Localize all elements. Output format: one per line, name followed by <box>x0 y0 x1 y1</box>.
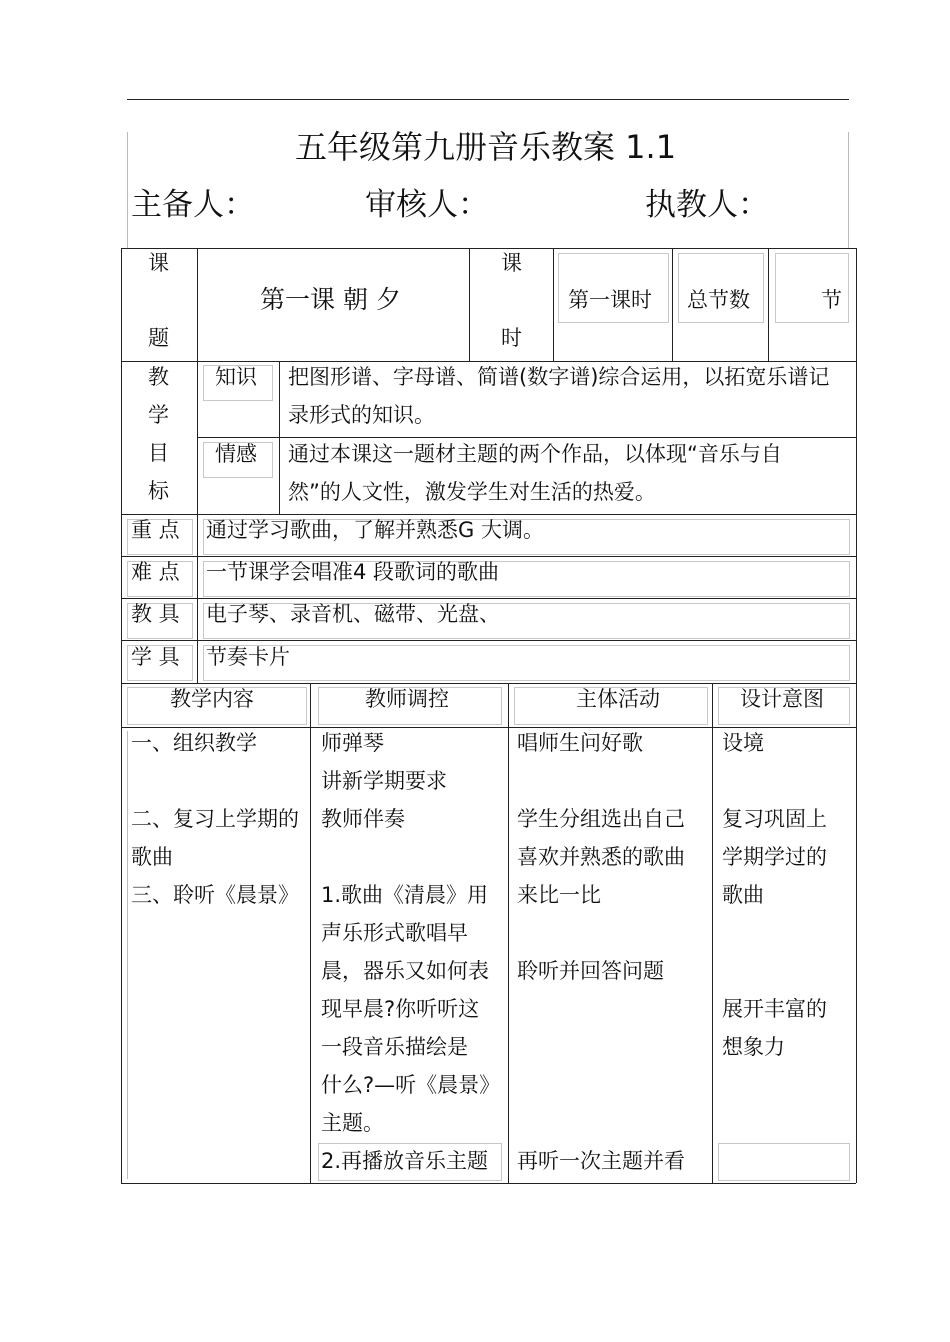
period-value: 第一课时 <box>568 288 652 312</box>
reviewer-label: 审核人： <box>365 187 489 223</box>
activity-line: 喜欢并熟悉的歌曲 <box>517 845 685 869</box>
goals-label-char: 目 <box>148 441 169 465</box>
teacher-line: 主题。 <box>321 1111 384 1135</box>
activity-line <box>517 914 685 952</box>
ke-label-top: 课 <box>148 251 169 275</box>
student-aids-text: 节奏卡片 <box>206 645 290 669</box>
activity-line <box>517 1066 685 1104</box>
emotion-label: 情感 <box>215 442 257 466</box>
intent-line <box>722 914 827 952</box>
teacher-line: 现早晨?你听听这 <box>321 997 480 1021</box>
knowledge-text-line: 录形式的知识。 <box>288 403 435 427</box>
difficulty-text: 一节课学会唱准4 段歌词的歌曲 <box>206 560 500 584</box>
activity-line: 来比一比 <box>517 883 601 907</box>
top-rule <box>127 99 849 100</box>
activity-line <box>517 762 685 800</box>
document-title: 五年级第九册音乐教案 1.1 <box>295 128 677 166</box>
header-right-border <box>848 132 849 248</box>
ti-label-bottom: 题 <box>148 326 169 350</box>
teacher-column <box>321 724 500 1180</box>
activity-line: 聆听并回答问题 <box>517 959 664 983</box>
teacher-line: 教师伴奏 <box>321 807 405 831</box>
shi-label-top: 课 <box>501 251 522 275</box>
header-left-border <box>127 132 128 248</box>
preparer-label: 主备人： <box>131 187 255 223</box>
goals-label-char: 标 <box>148 479 169 503</box>
content-line: 一、组织教学 <box>131 731 257 755</box>
activity-line <box>517 1104 685 1142</box>
emotion-text-line: 通过本课这一题材主题的两个作品，以体现“音乐与自 <box>288 442 782 466</box>
key-point-label: 重 点 <box>131 518 180 542</box>
col-header-activity: 主体活动 <box>576 687 660 711</box>
teaching-aids-label: 教 具 <box>131 602 180 626</box>
intent-line: 展开丰富的 <box>722 997 827 1021</box>
activity-line <box>517 1028 685 1066</box>
session-unit: 节 <box>821 288 842 312</box>
knowledge-text-line: 把图形谱、字母谱、简谱(数字谱)综合运用，以拓宽乐谱记 <box>288 365 830 389</box>
teacher-line <box>321 838 500 876</box>
activity-column <box>517 724 685 1180</box>
teacher-label: 执教人： <box>645 187 769 223</box>
intent-line <box>722 952 827 990</box>
content-line: 三、聆听《晨景》 <box>131 883 299 907</box>
teacher-line: 2.再播放音乐主题 <box>321 1149 489 1173</box>
col-header-teacher: 教师调控 <box>365 687 449 711</box>
activity-line: 学生分组选出自己 <box>517 807 685 831</box>
activity-line <box>517 990 685 1028</box>
emotion-text-line: 然”的人文性，激发学生对生活的热爱。 <box>288 480 656 504</box>
teacher-line: 讲新学期要求 <box>321 769 447 793</box>
intent-line: 学期学过的 <box>722 845 827 869</box>
goals-label-char: 教 <box>148 365 169 389</box>
teaching-aids-text: 电子琴、录音机、磁带、光盘、 <box>206 602 500 626</box>
teacher-line: 晨，器乐又如何表 <box>321 959 489 983</box>
goals-label-char: 学 <box>148 403 169 427</box>
lesson-title: 第一课 朝 夕 <box>260 285 401 314</box>
content-line: 二、复习上学期的 <box>131 807 299 831</box>
content-line: 歌曲 <box>131 845 173 869</box>
teacher-line: 声乐形式歌唱早 <box>321 921 468 945</box>
intent-line: 复习巩固上 <box>722 807 827 831</box>
teacher-line: 1.歌曲《清晨》用 <box>321 883 489 907</box>
content-column <box>131 724 299 914</box>
teacher-line: 什么?—听《晨景》 <box>321 1073 501 1097</box>
intent-line: 设境 <box>722 731 764 755</box>
activity-line: 唱师生问好歌 <box>517 731 643 755</box>
total-sessions-label: 总节数 <box>687 288 750 312</box>
key-point-text: 通过学习歌曲，了解并熟悉G 大调。 <box>206 518 544 542</box>
intent-line: 歌曲 <box>722 883 764 907</box>
teacher-line: 师弹琴 <box>321 731 384 755</box>
shi-label-bottom: 时 <box>501 326 522 350</box>
difficulty-label: 难 点 <box>131 560 180 584</box>
knowledge-label: 知识 <box>215 365 257 389</box>
activity-line: 再听一次主题并看 <box>517 1149 685 1173</box>
content-line <box>131 762 299 800</box>
col-header-content: 教学内容 <box>170 687 254 711</box>
intent-column <box>722 724 827 1066</box>
intent-line: 想象力 <box>722 1035 785 1059</box>
intent-line <box>722 762 827 800</box>
student-aids-label: 学 具 <box>131 645 180 669</box>
teacher-line: 一段音乐描绘是 <box>321 1035 468 1059</box>
col-header-intent: 设计意图 <box>740 687 824 711</box>
